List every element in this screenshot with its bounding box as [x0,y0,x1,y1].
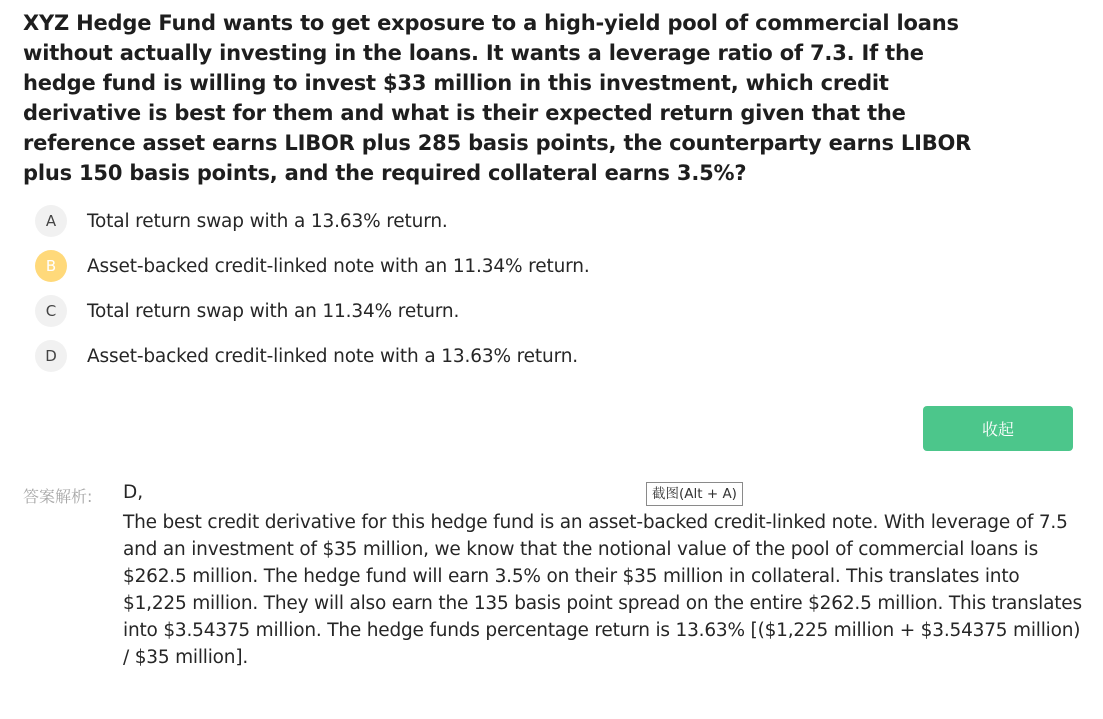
option-text-d: Asset-backed credit-linked note with a 13.63% return. [87,345,579,367]
option-letter-c: C [35,295,67,327]
analysis-label: 答案解析: [23,487,93,506]
collapse-button[interactable]: 收起 [923,406,1073,451]
answer-explanation: The best credit derivative for this hedge fund is an asset-backed credit-linked note. With leverage of 7.5 and an investment of $35 million, we know that the notional value of the pool of commercial loans is $262.5 million. The hedge fund will earn 3.5% on their $35 million in collateral. This translates into $1,225 million. They will also earn the 135 basis point spread on the entire $262.5 million. This translates into $3.54375 million. The hedge funds percentage return is 13.63% [($1,225 million + $3.54375 million) / $35 million]. [123,512,1082,668]
option-letter-d: D [35,340,67,372]
option-a[interactable] [35,205,835,237]
option-b[interactable] [35,250,835,282]
question-text: XYZ Hedge Fund wants to get exposure to a high-yield pool of commercial loans without actually investing in the loans. It wants a leverage ratio of 7.3. If the hedge fund is willing to invest $33 million in this investment, which credit derivative is best for them and what is their expected return given that the reference asset earns LIBOR plus 285 basis points, the counterparty earns LIBOR plus 150 basis points, and the required collateral earns 3.5%? [23,11,972,185]
screenshot-tooltip: 截图(Alt + A) [646,482,743,506]
option-letter-b: B [35,250,67,282]
option-text-c: Total return swap with an 11.34% return. [87,300,460,322]
options-list [35,205,835,385]
option-text-a: Total return swap with a 13.63% return. [87,210,448,232]
option-text-b: Asset-backed credit-linked note with an 11.34% return. [87,255,590,277]
answer-key: D, [123,482,144,503]
option-c[interactable] [35,295,835,327]
option-letter-a: A [35,205,67,237]
option-d[interactable] [35,340,835,372]
